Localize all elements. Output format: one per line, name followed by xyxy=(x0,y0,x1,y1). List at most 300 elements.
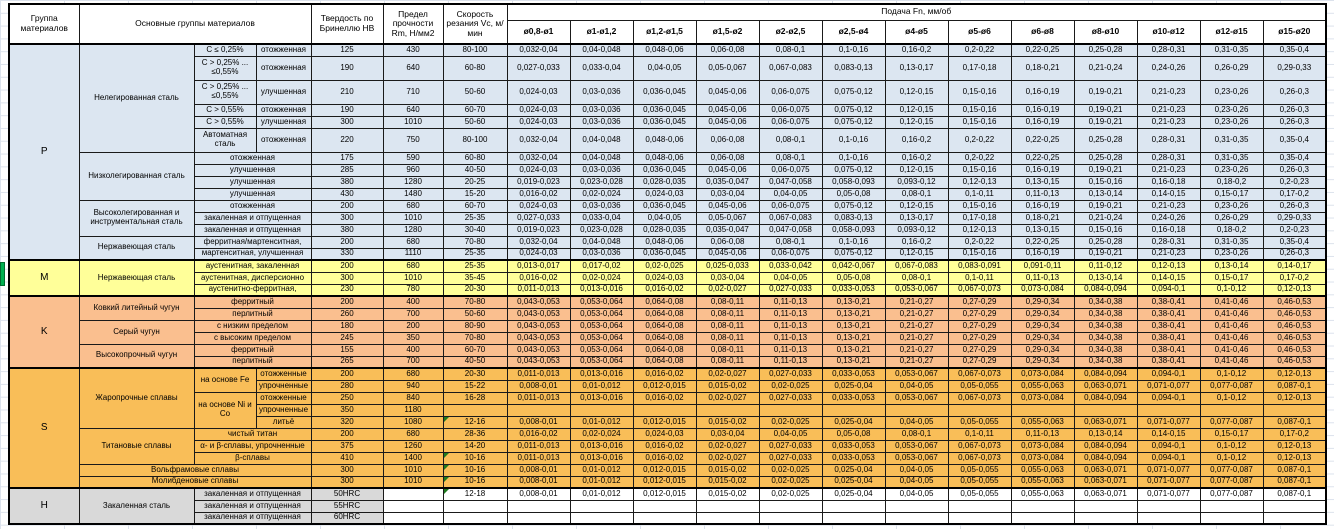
strength-cell[interactable]: 400 xyxy=(383,296,443,308)
feed-cell[interactable]: 0,06-0,08 xyxy=(696,44,759,56)
feed-cell[interactable]: 0,045-0,06 xyxy=(696,104,759,116)
feed-cell[interactable]: 0,12-0,13 xyxy=(1137,260,1200,272)
feed-cell[interactable]: 0,26-0,3 xyxy=(1263,116,1326,128)
feed-cell[interactable]: 0,31-0,35 xyxy=(1200,152,1263,164)
feed-cell[interactable]: 0,38-0,41 xyxy=(1137,356,1200,368)
feed-cell[interactable]: 0,14-0,15 xyxy=(1137,188,1200,200)
feed-cell[interactable]: 0,058-0,093 xyxy=(822,176,885,188)
feed-cell[interactable]: 0,016-0,02 xyxy=(633,392,696,404)
strength-cell[interactable]: 1280 xyxy=(383,176,443,188)
feed-cell[interactable]: 0,12-0,15 xyxy=(885,164,948,176)
feed-cell[interactable] xyxy=(885,512,948,524)
header-hardness[interactable]: Твердость по Бринеллю НВ xyxy=(311,4,383,44)
feed-cell[interactable]: 0,12-0,15 xyxy=(885,80,948,104)
feed-cell[interactable]: 0,053-0,067 xyxy=(885,392,948,404)
feed-cell[interactable]: 0,13-0,15 xyxy=(1011,224,1074,236)
hardness-cell[interactable]: 125 xyxy=(311,44,383,56)
feed-cell[interactable]: 0,08-0,11 xyxy=(696,344,759,356)
feed-cell[interactable]: 0,23-0,26 xyxy=(1200,248,1263,260)
feed-cell[interactable]: 0,04-0,048 xyxy=(570,152,633,164)
feed-cell[interactable]: 0,34-0,38 xyxy=(1074,344,1137,356)
feed-cell[interactable]: 0,083-0,13 xyxy=(822,56,885,80)
feed-cell[interactable]: 0,06-0,075 xyxy=(759,164,822,176)
hardness-cell[interactable]: 285 xyxy=(311,164,383,176)
treatment-cell[interactable]: β-сплавы xyxy=(194,452,311,464)
feed-cell[interactable]: 0,071-0,077 xyxy=(1137,380,1200,392)
hardness-cell[interactable]: 300 xyxy=(311,272,383,284)
feed-cell[interactable]: 0,04-0,05 xyxy=(885,416,948,428)
treatment-cell[interactable]: улучшенная xyxy=(256,80,311,104)
feed-cell[interactable]: 0,032-0,04 xyxy=(507,44,570,56)
feed-cell[interactable]: 0,01-0,012 xyxy=(570,416,633,428)
feed-cell[interactable]: 0,12-0,13 xyxy=(1263,452,1326,464)
feed-cell[interactable]: 0,08-0,1 xyxy=(885,272,948,284)
feed-cell[interactable] xyxy=(885,500,948,512)
feed-cell[interactable]: 0,025-0,04 xyxy=(822,488,885,500)
feed-cell[interactable]: 0,071-0,077 xyxy=(1137,464,1200,476)
strength-cell[interactable]: 680 xyxy=(383,236,443,248)
speed-cell[interactable]: 70-80 xyxy=(443,296,507,308)
feed-cell[interactable] xyxy=(822,404,885,416)
feed-cell[interactable]: 0,077-0,087 xyxy=(1200,488,1263,500)
feed-cell[interactable]: 0,41-0,46 xyxy=(1200,308,1263,320)
group-cell[interactable]: K xyxy=(9,296,79,368)
feed-cell[interactable]: 0,15-0,16 xyxy=(1074,224,1137,236)
feed-cell[interactable]: 0,25-0,28 xyxy=(1074,236,1137,248)
feed-cell[interactable]: 0,16-0,19 xyxy=(1011,164,1074,176)
feed-cell[interactable]: 0,012-0,015 xyxy=(633,464,696,476)
hardness-cell[interactable]: 155 xyxy=(311,344,383,356)
hardness-cell[interactable]: 300 xyxy=(311,476,383,488)
feed-cell[interactable]: 0,1-0,12 xyxy=(1200,440,1263,452)
feed-cell[interactable] xyxy=(633,512,696,524)
feed-cell[interactable]: 0,045-0,06 xyxy=(696,116,759,128)
feed-cell[interactable]: 0,1-0,16 xyxy=(822,128,885,152)
feed-cell[interactable]: 0,02-0,024 xyxy=(570,272,633,284)
feed-cell[interactable]: 0,18-0,2 xyxy=(1200,224,1263,236)
header-feed-col[interactable]: ø1,2-ø1,5 xyxy=(633,20,696,44)
feed-cell[interactable]: 0,14-0,17 xyxy=(1263,260,1326,272)
feed-cell[interactable]: 0,13-0,14 xyxy=(1074,272,1137,284)
feed-cell[interactable]: 0,087-0,1 xyxy=(1263,464,1326,476)
feed-cell[interactable]: 0,29-0,34 xyxy=(1011,356,1074,368)
hardness-cell[interactable]: 190 xyxy=(311,56,383,80)
hardness-cell[interactable]: 230 xyxy=(311,284,383,296)
material-cell[interactable]: Молибденовые сплавы xyxy=(79,476,311,488)
feed-cell[interactable]: 0,11-0,13 xyxy=(1011,428,1074,440)
feed-cell[interactable] xyxy=(1200,500,1263,512)
feed-cell[interactable]: 0,08-0,1 xyxy=(885,188,948,200)
feed-cell[interactable]: 0,067-0,073 xyxy=(948,284,1011,296)
feed-cell[interactable]: 0,045-0,06 xyxy=(696,200,759,212)
hardness-cell[interactable]: 260 xyxy=(311,308,383,320)
feed-cell[interactable]: 0,35-0,4 xyxy=(1263,128,1326,152)
feed-cell[interactable]: 0,21-0,23 xyxy=(1137,104,1200,116)
feed-cell[interactable]: 0,29-0,34 xyxy=(1011,308,1074,320)
speed-cell[interactable]: 20-30 xyxy=(443,368,507,380)
feed-cell[interactable]: 0,02-0,024 xyxy=(570,428,633,440)
feed-cell[interactable]: 0,2-0,22 xyxy=(948,152,1011,164)
feed-cell[interactable] xyxy=(1011,512,1074,524)
feed-cell[interactable]: 0,015-0,02 xyxy=(696,464,759,476)
feed-cell[interactable]: 0,01-0,012 xyxy=(570,476,633,488)
strength-cell[interactable] xyxy=(383,500,443,512)
feed-cell[interactable]: 0,18-0,21 xyxy=(1011,212,1074,224)
speed-cell[interactable]: 10-16 xyxy=(443,452,507,464)
treatment-cell[interactable]: с низким пределом xyxy=(194,320,311,332)
feed-cell[interactable]: 0,05-0,08 xyxy=(822,272,885,284)
strength-cell[interactable]: 200 xyxy=(383,320,443,332)
feed-cell[interactable]: 0,013-0,016 xyxy=(570,392,633,404)
feed-cell[interactable]: 0,024-0,03 xyxy=(507,248,570,260)
feed-cell[interactable]: 0,16-0,19 xyxy=(1011,248,1074,260)
feed-cell[interactable]: 0,02-0,027 xyxy=(696,440,759,452)
feed-cell[interactable]: 0,016-0,02 xyxy=(633,440,696,452)
strength-cell[interactable]: 350 xyxy=(383,332,443,344)
feed-cell[interactable]: 0,11-0,13 xyxy=(759,320,822,332)
feed-cell[interactable]: 0,04-0,05 xyxy=(759,188,822,200)
speed-cell[interactable]: 60-70 xyxy=(443,104,507,116)
feed-cell[interactable]: 0,08-0,1 xyxy=(885,428,948,440)
feed-cell[interactable]: 0,048-0,06 xyxy=(633,152,696,164)
feed-cell[interactable]: 0,075-0,12 xyxy=(822,200,885,212)
feed-cell[interactable]: 0,11-0,13 xyxy=(759,332,822,344)
feed-cell[interactable]: 0,027-0,033 xyxy=(759,440,822,452)
header-feed-col[interactable]: ø2,5-ø4 xyxy=(822,20,885,44)
header-material-group[interactable]: Группа материалов xyxy=(9,4,79,44)
feed-cell[interactable]: 0,025-0,04 xyxy=(822,416,885,428)
treatment-cell[interactable]: улучшенная xyxy=(194,164,311,176)
hardness-cell[interactable]: 330 xyxy=(311,248,383,260)
feed-cell[interactable]: 0,34-0,38 xyxy=(1074,296,1137,308)
feed-cell[interactable]: 0,093-0,12 xyxy=(885,224,948,236)
feed-cell[interactable]: 0,35-0,4 xyxy=(1263,152,1326,164)
feed-cell[interactable]: 0,091-0,11 xyxy=(1011,260,1074,272)
feed-cell[interactable]: 0,053-0,064 xyxy=(570,296,633,308)
treatment-cell[interactable]: отожженные xyxy=(256,368,311,380)
hardness-cell[interactable]: 410 xyxy=(311,452,383,464)
feed-cell[interactable]: 0,033-0,04 xyxy=(570,56,633,80)
feed-cell[interactable]: 0,087-0,1 xyxy=(1263,416,1326,428)
feed-cell[interactable]: 0,31-0,35 xyxy=(1200,44,1263,56)
strength-cell[interactable]: 1010 xyxy=(383,464,443,476)
feed-cell[interactable]: 0,17-0,2 xyxy=(1263,428,1326,440)
feed-cell[interactable]: 0,24-0,26 xyxy=(1137,212,1200,224)
feed-cell[interactable]: 0,1-0,12 xyxy=(1200,368,1263,380)
speed-cell[interactable]: 60-80 xyxy=(443,152,507,164)
feed-cell[interactable]: 0,04-0,05 xyxy=(759,272,822,284)
feed-cell[interactable]: 0,41-0,46 xyxy=(1200,356,1263,368)
feed-cell[interactable] xyxy=(696,500,759,512)
feed-cell[interactable]: 0,13-0,21 xyxy=(822,320,885,332)
feed-cell[interactable]: 0,02-0,025 xyxy=(759,416,822,428)
feed-cell[interactable]: 0,025-0,04 xyxy=(822,476,885,488)
feed-cell[interactable]: 0,13-0,21 xyxy=(822,344,885,356)
feed-cell[interactable]: 0,067-0,073 xyxy=(948,368,1011,380)
treatment-cell[interactable]: закаленная и отпущенная xyxy=(194,512,311,524)
strength-cell[interactable]: 1280 xyxy=(383,224,443,236)
header-feed-title[interactable]: Подача Fn, мм/об xyxy=(507,4,1326,20)
feed-cell[interactable]: 0,25-0,28 xyxy=(1074,152,1137,164)
feed-cell[interactable]: 0,15-0,17 xyxy=(1200,428,1263,440)
feed-cell[interactable]: 0,071-0,077 xyxy=(1137,488,1200,500)
feed-cell[interactable]: 0,013-0,016 xyxy=(570,284,633,296)
feed-cell[interactable]: 0,06-0,075 xyxy=(759,116,822,128)
feed-cell[interactable]: 0,21-0,23 xyxy=(1137,80,1200,104)
feed-cell[interactable]: 0,16-0,18 xyxy=(1137,176,1200,188)
speed-cell[interactable]: 16-28 xyxy=(443,392,507,404)
speed-cell[interactable]: 10-16 xyxy=(443,476,507,488)
feed-cell[interactable]: 0,025-0,04 xyxy=(822,380,885,392)
feed-cell[interactable]: 0,12-0,13 xyxy=(948,176,1011,188)
speed-cell[interactable]: 35-45 xyxy=(443,272,507,284)
feed-cell[interactable]: 0,12-0,15 xyxy=(885,200,948,212)
feed-cell[interactable] xyxy=(507,404,570,416)
strength-cell[interactable]: 680 xyxy=(383,428,443,440)
feed-cell[interactable]: 0,11-0,13 xyxy=(759,356,822,368)
feed-cell[interactable]: 0,027-0,033 xyxy=(759,284,822,296)
feed-cell[interactable]: 0,025-0,04 xyxy=(822,464,885,476)
speed-cell[interactable]: 50-60 xyxy=(443,80,507,104)
hardness-cell[interactable]: 220 xyxy=(311,128,383,152)
feed-cell[interactable]: 0,073-0,084 xyxy=(1011,284,1074,296)
header-feed-col[interactable]: ø1-ø1,2 xyxy=(570,20,633,44)
feed-cell[interactable]: 0,083-0,091 xyxy=(948,260,1011,272)
feed-cell[interactable] xyxy=(696,404,759,416)
feed-cell[interactable]: 0,12-0,13 xyxy=(948,224,1011,236)
feed-cell[interactable]: 0,16-0,19 xyxy=(1011,104,1074,116)
feed-cell[interactable]: 0,02-0,025 xyxy=(759,476,822,488)
feed-cell[interactable]: 0,087-0,1 xyxy=(1263,476,1326,488)
feed-cell[interactable]: 0,073-0,084 xyxy=(1011,392,1074,404)
material-cell[interactable]: Нелегированная сталь xyxy=(79,44,194,152)
feed-cell[interactable]: 0,38-0,41 xyxy=(1137,296,1200,308)
feed-cell[interactable] xyxy=(1200,512,1263,524)
feed-cell[interactable]: 0,13-0,21 xyxy=(822,308,885,320)
feed-cell[interactable]: 0,03-0,036 xyxy=(570,116,633,128)
feed-cell[interactable]: 0,05-0,055 xyxy=(948,464,1011,476)
feed-cell[interactable]: 0,25-0,28 xyxy=(1074,44,1137,56)
feed-cell[interactable]: 0,053-0,064 xyxy=(570,308,633,320)
speed-cell[interactable]: 40-50 xyxy=(443,356,507,368)
hardness-cell[interactable]: 55HRC xyxy=(311,500,383,512)
feed-cell[interactable]: 0,28-0,31 xyxy=(1137,128,1200,152)
feed-cell[interactable]: 0,1-0,11 xyxy=(948,188,1011,200)
feed-cell[interactable]: 0,063-0,071 xyxy=(1074,464,1137,476)
feed-cell[interactable]: 0,31-0,35 xyxy=(1200,128,1263,152)
header-feed-col[interactable]: ø8-ø10 xyxy=(1074,20,1137,44)
feed-cell[interactable]: 0,03-0,04 xyxy=(696,188,759,200)
strength-cell[interactable]: 590 xyxy=(383,152,443,164)
feed-cell[interactable]: 0,008-0,01 xyxy=(507,464,570,476)
feed-cell[interactable]: 0,21-0,27 xyxy=(885,344,948,356)
treatment-cell[interactable]: перлитный xyxy=(194,308,311,320)
feed-cell[interactable]: 0,055-0,063 xyxy=(1011,380,1074,392)
feed-cell[interactable]: 0,036-0,045 xyxy=(633,164,696,176)
feed-cell[interactable]: 0,29-0,33 xyxy=(1263,56,1326,80)
feed-cell[interactable]: 0,1-0,12 xyxy=(1200,284,1263,296)
strength-cell[interactable]: 1010 xyxy=(383,476,443,488)
feed-cell[interactable]: 0,067-0,083 xyxy=(759,56,822,80)
feed-cell[interactable]: 0,2-0,22 xyxy=(948,44,1011,56)
hardness-cell[interactable]: 300 xyxy=(311,116,383,128)
speed-cell[interactable]: 20-25 xyxy=(443,176,507,188)
hardness-cell[interactable]: 265 xyxy=(311,356,383,368)
hardness-cell[interactable]: 175 xyxy=(311,152,383,164)
strength-cell[interactable]: 700 xyxy=(383,356,443,368)
speed-cell[interactable] xyxy=(443,500,507,512)
feed-cell[interactable] xyxy=(696,512,759,524)
feed-cell[interactable]: 0,033-0,053 xyxy=(822,284,885,296)
feed-cell[interactable]: 0,04-0,05 xyxy=(885,488,948,500)
speed-cell[interactable]: 80-100 xyxy=(443,128,507,152)
feed-cell[interactable]: 0,011-0,013 xyxy=(507,284,570,296)
feed-cell[interactable]: 0,14-0,15 xyxy=(1137,428,1200,440)
feed-cell[interactable]: 0,21-0,27 xyxy=(885,308,948,320)
feed-cell[interactable]: 0,16-0,19 xyxy=(1011,116,1074,128)
speed-cell[interactable]: 15-20 xyxy=(443,188,507,200)
treatment-cell[interactable]: с высоким пределом xyxy=(194,332,311,344)
header-feed-col[interactable]: ø1,5-ø2 xyxy=(696,20,759,44)
feed-cell[interactable]: 0,26-0,29 xyxy=(1200,56,1263,80)
strength-cell[interactable]: 400 xyxy=(383,344,443,356)
group-cell[interactable]: P xyxy=(9,44,79,260)
feed-cell[interactable]: 0,03-0,036 xyxy=(570,200,633,212)
feed-cell[interactable]: 0,04-0,05 xyxy=(759,428,822,440)
hardness-cell[interactable]: 200 xyxy=(311,260,383,272)
feed-cell[interactable]: 0,011-0,013 xyxy=(507,452,570,464)
header-feed-col[interactable]: ø5-ø6 xyxy=(948,20,1011,44)
feed-cell[interactable]: 0,011-0,013 xyxy=(507,368,570,380)
speed-cell[interactable]: 60-80 xyxy=(443,56,507,80)
condition-cell[interactable]: C > 0,55% xyxy=(194,116,256,128)
strength-cell[interactable]: 1400 xyxy=(383,452,443,464)
feed-cell[interactable]: 0,063-0,071 xyxy=(1074,380,1137,392)
feed-cell[interactable]: 0,2-0,22 xyxy=(948,128,1011,152)
feed-cell[interactable]: 0,053-0,067 xyxy=(885,284,948,296)
feed-cell[interactable]: 0,013-0,016 xyxy=(570,368,633,380)
feed-cell[interactable]: 0,075-0,12 xyxy=(822,80,885,104)
feed-cell[interactable]: 0,28-0,31 xyxy=(1137,236,1200,248)
feed-cell[interactable]: 0,08-0,11 xyxy=(696,320,759,332)
feed-cell[interactable] xyxy=(822,500,885,512)
feed-cell[interactable]: 0,024-0,03 xyxy=(507,164,570,176)
feed-cell[interactable]: 0,024-0,03 xyxy=(633,428,696,440)
feed-cell[interactable]: 0,41-0,46 xyxy=(1200,332,1263,344)
feed-cell[interactable]: 0,036-0,045 xyxy=(633,104,696,116)
feed-cell[interactable]: 0,11-0,13 xyxy=(759,344,822,356)
feed-cell[interactable]: 0,055-0,063 xyxy=(1011,416,1074,428)
feed-cell[interactable]: 0,024-0,03 xyxy=(507,104,570,116)
feed-cell[interactable]: 0,023-0,028 xyxy=(570,224,633,236)
feed-cell[interactable]: 0,094-0,1 xyxy=(1137,284,1200,296)
feed-cell[interactable]: 0,027-0,033 xyxy=(507,212,570,224)
feed-cell[interactable]: 0,05-0,055 xyxy=(948,416,1011,428)
feed-cell[interactable] xyxy=(759,404,822,416)
feed-cell[interactable]: 0,13-0,21 xyxy=(822,296,885,308)
feed-cell[interactable]: 0,13-0,15 xyxy=(1011,176,1074,188)
feed-cell[interactable] xyxy=(1263,500,1326,512)
feed-cell[interactable]: 0,27-0,29 xyxy=(948,308,1011,320)
feed-cell[interactable] xyxy=(1074,512,1137,524)
feed-cell[interactable]: 0,04-0,048 xyxy=(570,236,633,248)
feed-cell[interactable]: 0,094-0,1 xyxy=(1137,452,1200,464)
header-strength[interactable]: Предел прочности Rm, Н/мм2 xyxy=(383,4,443,44)
condition-cell[interactable]: C > 0,25% ... ≤0,55% xyxy=(194,56,256,80)
feed-cell[interactable]: 0,071-0,077 xyxy=(1137,416,1200,428)
feed-cell[interactable]: 0,019-0,023 xyxy=(507,176,570,188)
feed-cell[interactable]: 0,26-0,3 xyxy=(1263,80,1326,104)
feed-cell[interactable]: 0,016-0,02 xyxy=(633,452,696,464)
feed-cell[interactable]: 0,027-0,033 xyxy=(759,452,822,464)
header-feed-col[interactable]: ø2-ø2,5 xyxy=(759,20,822,44)
speed-cell[interactable] xyxy=(443,404,507,416)
feed-cell[interactable]: 0,084-0,094 xyxy=(1074,452,1137,464)
feed-cell[interactable]: 0,29-0,34 xyxy=(1011,344,1074,356)
feed-cell[interactable]: 0,21-0,23 xyxy=(1137,248,1200,260)
treatment-cell[interactable]: закаленная и отпущенная xyxy=(194,224,311,236)
feed-cell[interactable]: 0,15-0,17 xyxy=(1200,188,1263,200)
feed-cell[interactable]: 0,38-0,41 xyxy=(1137,344,1200,356)
strength-cell[interactable] xyxy=(383,512,443,524)
feed-cell[interactable]: 0,03-0,04 xyxy=(696,272,759,284)
treatment-cell[interactable]: улучшенная xyxy=(194,188,311,200)
material-cell[interactable]: Ковкий литейный чугун xyxy=(79,296,194,320)
feed-cell[interactable]: 0,036-0,045 xyxy=(633,116,696,128)
feed-cell[interactable]: 0,033-0,04 xyxy=(570,212,633,224)
feed-cell[interactable]: 0,047-0,058 xyxy=(759,224,822,236)
feed-cell[interactable]: 0,27-0,29 xyxy=(948,356,1011,368)
treatment-cell[interactable]: отожженная xyxy=(194,200,311,212)
feed-cell[interactable]: 0,11-0,13 xyxy=(1011,188,1074,200)
hardness-cell[interactable]: 190 xyxy=(311,104,383,116)
feed-cell[interactable]: 0,26-0,3 xyxy=(1263,200,1326,212)
feed-cell[interactable]: 0,008-0,01 xyxy=(507,416,570,428)
feed-cell[interactable]: 0,028-0,035 xyxy=(633,224,696,236)
feed-cell[interactable]: 0,02-0,027 xyxy=(696,368,759,380)
condition-cell[interactable]: на основе Fe xyxy=(194,368,256,392)
feed-cell[interactable]: 0,013-0,016 xyxy=(570,440,633,452)
condition-cell[interactable]: Автоматная сталь xyxy=(194,128,256,152)
treatment-cell[interactable]: отожженная xyxy=(256,104,311,116)
feed-cell[interactable]: 0,015-0,02 xyxy=(696,380,759,392)
speed-cell[interactable]: 25-35 xyxy=(443,212,507,224)
speed-cell[interactable]: 80-90 xyxy=(443,320,507,332)
treatment-cell[interactable]: закаленная и отпущенная xyxy=(194,212,311,224)
hardness-cell[interactable]: 300 xyxy=(311,464,383,476)
hardness-cell[interactable]: 50HRC xyxy=(311,488,383,500)
feed-cell[interactable]: 0,058-0,093 xyxy=(822,224,885,236)
feed-cell[interactable]: 0,02-0,025 xyxy=(633,260,696,272)
feed-cell[interactable]: 0,34-0,38 xyxy=(1074,332,1137,344)
speed-cell[interactable]: 60-70 xyxy=(443,344,507,356)
strength-cell[interactable]: 710 xyxy=(383,80,443,104)
feed-cell[interactable]: 0,06-0,08 xyxy=(696,152,759,164)
feed-cell[interactable]: 0,073-0,084 xyxy=(1011,368,1074,380)
feed-cell[interactable]: 0,032-0,04 xyxy=(507,152,570,164)
feed-cell[interactable]: 0,015-0,02 xyxy=(696,476,759,488)
material-cell[interactable]: Низколегированная сталь xyxy=(79,152,194,200)
hardness-cell[interactable]: 180 xyxy=(311,320,383,332)
feed-cell[interactable]: 0,053-0,064 xyxy=(570,344,633,356)
feed-cell[interactable] xyxy=(570,404,633,416)
feed-cell[interactable]: 0,067-0,083 xyxy=(885,260,948,272)
feed-cell[interactable]: 0,27-0,29 xyxy=(948,344,1011,356)
treatment-cell[interactable]: аустенитная, дисперсионно xyxy=(194,272,311,284)
feed-cell[interactable]: 0,012-0,015 xyxy=(633,488,696,500)
hardness-cell[interactable]: 380 xyxy=(311,224,383,236)
feed-cell[interactable]: 0,073-0,084 xyxy=(1011,440,1074,452)
